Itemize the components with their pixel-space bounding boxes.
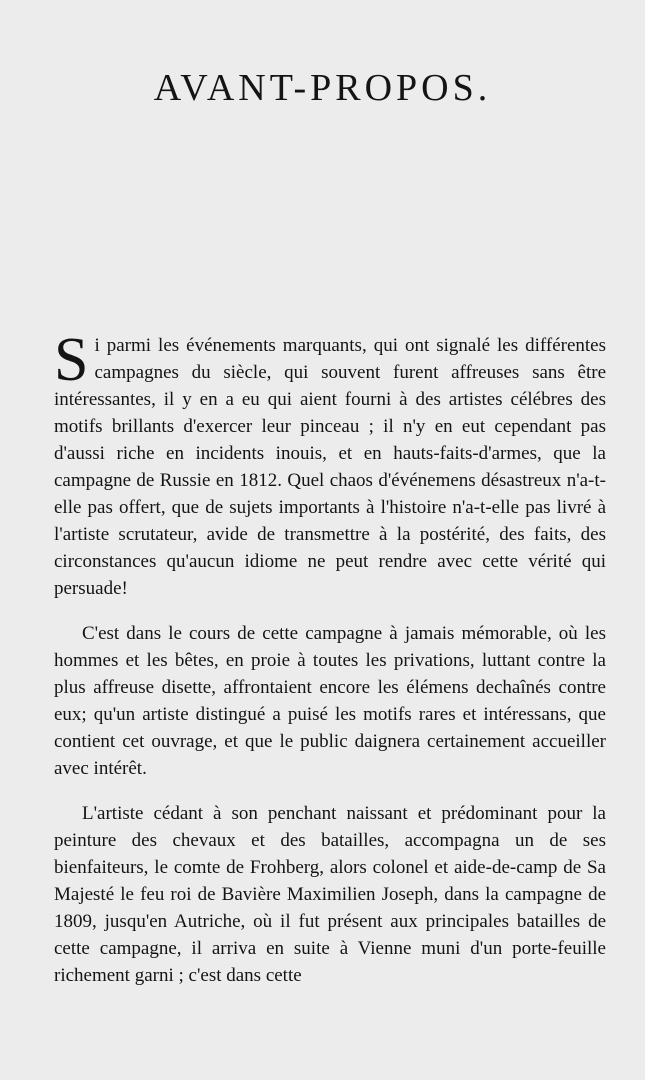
paragraph-1-text: i parmi les événements marquants, qui ont signalé les différentes campagnes du siècle, qui souvent furent affreuses sans être intéressantes, il y en a eu qui aient fourni à des artistes célébres des motifs brillants d'exercer leur pinceau ; il n'y en eut cependant pas d'aussi riche en incidents inouis, et en hauts-faits-d'armes, que la campagne de Russie en 1812. Quel chaos d'événemens désastreux n'a-t-elle pas offert, que de sujets importants à l'histoire n'a-t-elle pas livré à l'artiste scrutateur, avide de transmettre à la postérité, des faits, des circonstances qu'aucun idiome ne peut rendre avec cette vérité qui persuade! xyxy=(54,335,606,599)
drop-cap: S xyxy=(54,326,89,394)
paragraph-1 xyxy=(54,326,606,602)
paragraph-3: L'artiste cédant à son penchant naissant et prédominant pour la peinture des chevaux et des batailles, accompagna un de ses bienfaiteurs, le comte de Frohberg, alors colonel et aide-de-camp de Sa Majesté le feu roi de Bavière Maximilien Joseph, dans la campagne de 1809, jusqu'en Autriche, où il fut présent aux principales batailles de cette campagne, il arriva en suite à Vienne muni d'un porte-feuille richement garni ; c'est dans cette xyxy=(54,803,606,986)
paragraph-2: C'est dans le cours de cette campagne à jamais mémorable, où les hommes et les bêtes, en proie à toutes les privations, luttant contre la plus affreuse disette, affrontaient encore les élémens dechaînés contre eux; qu'un artiste distingué a puisé les motifs rares et intéressans, que contient cet ouvrage, et que le public daignera certainement accueiller avec intérêt. xyxy=(54,623,606,779)
page-title: AVANT-PROPOS. xyxy=(153,67,492,109)
body-text xyxy=(54,326,606,1007)
